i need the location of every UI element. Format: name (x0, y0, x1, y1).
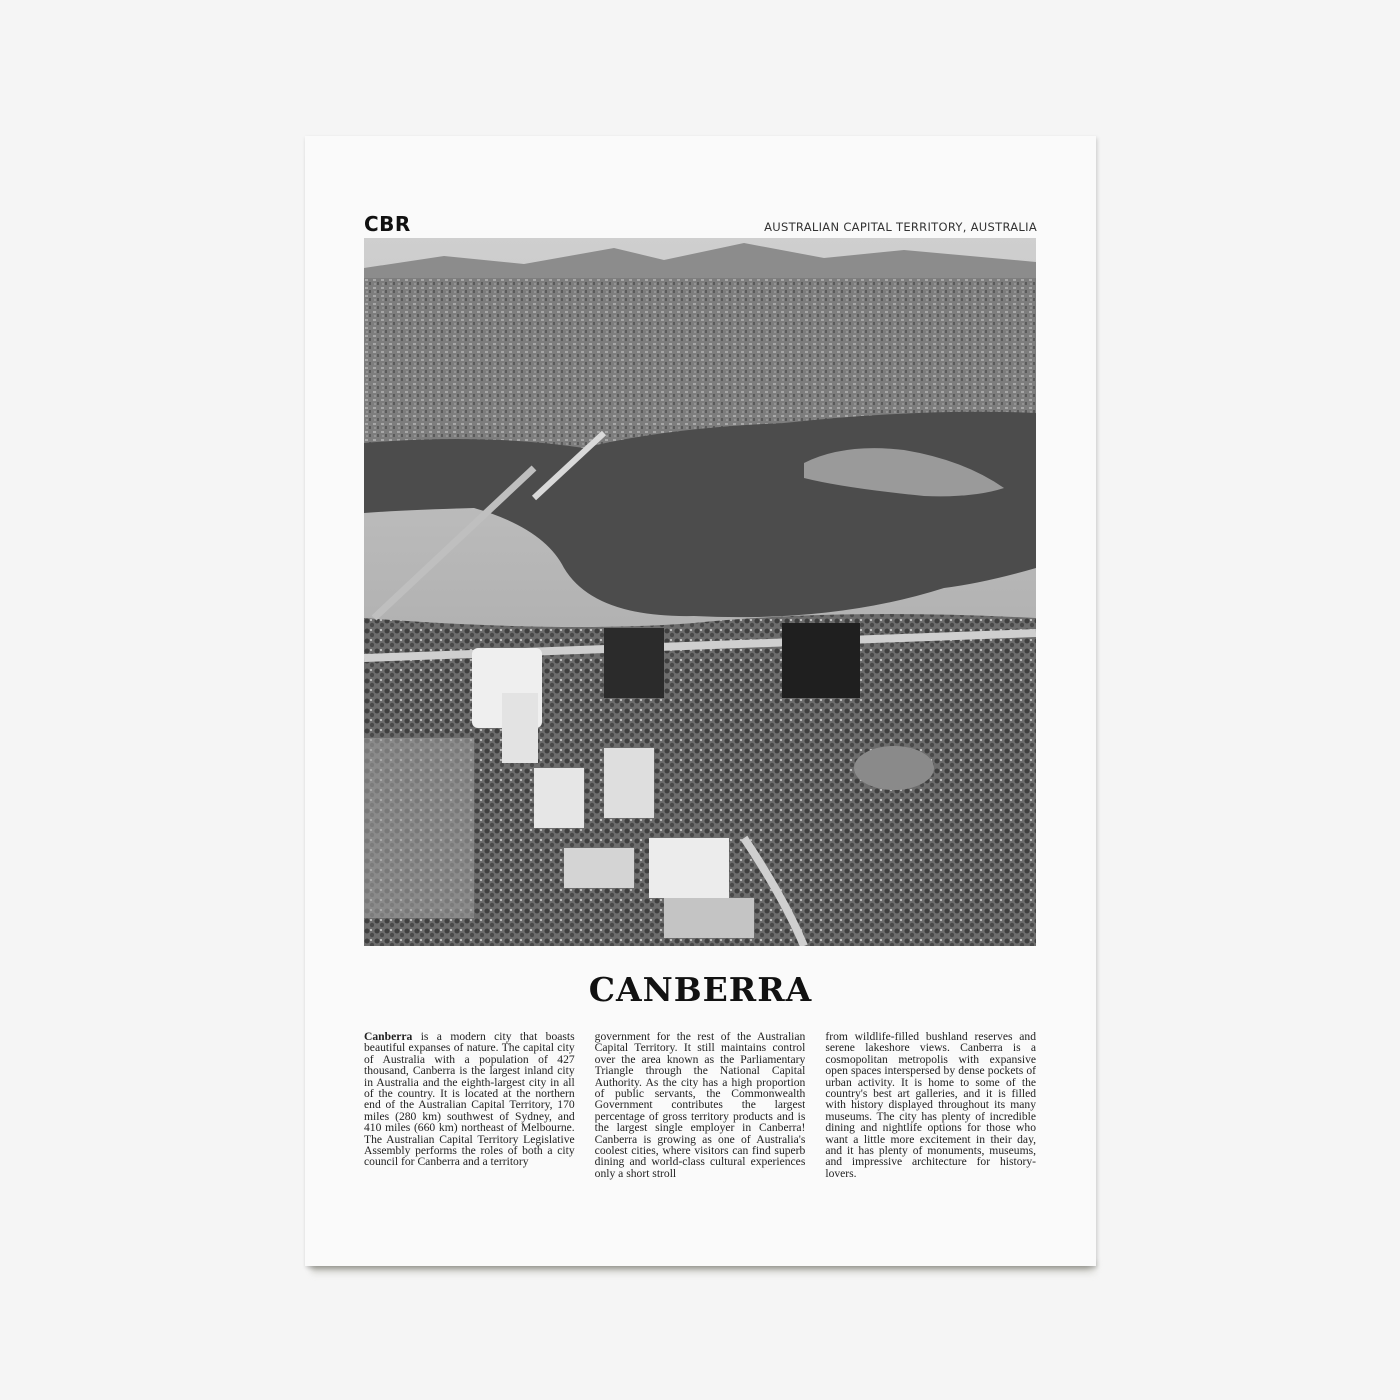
description-column-1 (364, 1031, 575, 1191)
column-text: is a modern city that boasts beautiful expanses of nature. The capital city of Australia with a population of 427 thousand, Canberra is the largest inland city in Australia and the eighth-largest city in all of the country. It is located at the northern end of the Australian Capital Territory, 170 miles (280 km) southwest of Sydney, and 410 miles (660 km) northeast of Melbourne. The Australian Capital Territory Legislative Assembly performs the roles of both a city council for Canberra and a territory (364, 1031, 575, 1169)
description-column-2 (595, 1031, 806, 1191)
column-text: from wildlife-filled bushland reserves and serene lakeshore views. Canberra is a cosmopolitan metropolis with expansive open spaces interspersed by dense pockets of urban activity. It is home to some of the country's best art galleries, and it is filled with history displayed throughout its many museums. The city has plenty of incredible dining and nightlife options for those who want a little more excitement in their day, and it has plenty of monuments, museums, and impressive architecture for history-lovers. (825, 1031, 1037, 1180)
column-text: government for the rest of the Australian Capital Territory. It still maintains control over the area known as the Parliamentary Triangle through the National Capital Authority. As the city has a high proportion of public servants, the Commonwealth Government contributes the largest percentage of gross territory products and is the largest single employer in Canberra! Canberra is growing as one of Australia's coolest cities, where visitors can find superb dining and world-class cultural experiences only a short stroll (594, 1031, 806, 1180)
poster (305, 136, 1096, 1266)
description-columns (364, 1031, 1036, 1191)
region-label: AUSTRALIAN CAPITAL TERRITORY, AUSTRALIA (764, 220, 1037, 234)
city-code: CBR (364, 212, 411, 236)
description-column-3 (825, 1031, 1036, 1191)
column-lead: Canberra (364, 1031, 413, 1043)
aerial-city-photo (364, 238, 1036, 946)
city-title: CANBERRA (588, 970, 813, 1009)
